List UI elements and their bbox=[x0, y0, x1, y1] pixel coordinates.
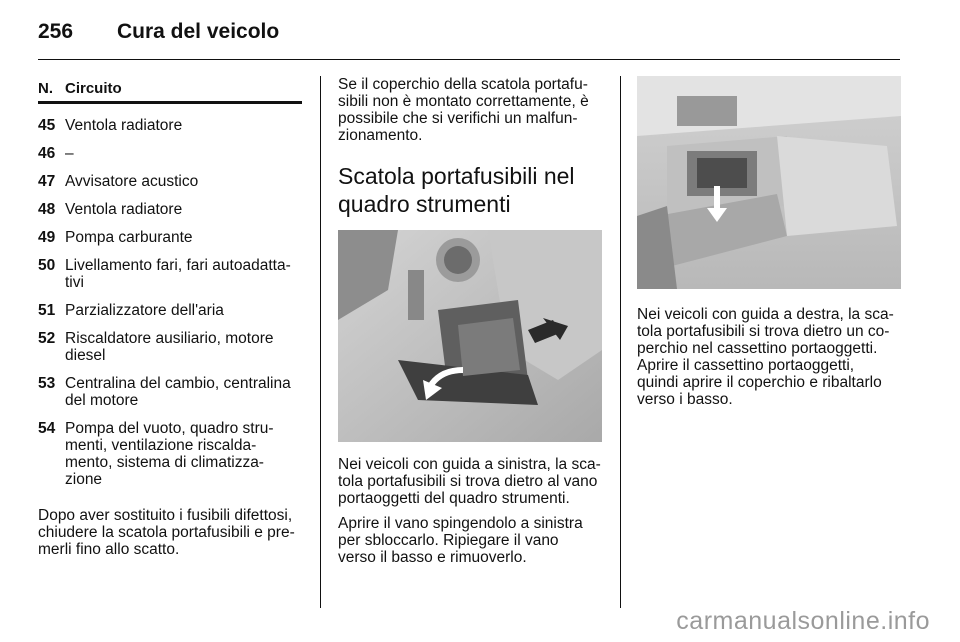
fuse-circuit-description: Riscaldatore ausiliario, motore diesel bbox=[65, 330, 274, 364]
fuse-table-row bbox=[38, 302, 302, 319]
fuse-table-row bbox=[38, 330, 302, 364]
intro-paragraph: Se il coperchio della scatola portafu- sibili non è montato correttamente, è possibile che si verifichi un malfun- zionamento. bbox=[338, 76, 589, 144]
fuse-number: 51 bbox=[38, 302, 56, 319]
fuse-circuit-description: Ventola radiatore bbox=[65, 201, 183, 218]
fuse-number: 48 bbox=[38, 201, 56, 218]
fuse-circuit-description: Pompa carburante bbox=[65, 229, 193, 246]
fuse-number: 47 bbox=[38, 173, 56, 190]
column-divider bbox=[620, 76, 621, 608]
fuse-box-left-hand-drive-photo bbox=[338, 230, 602, 442]
header-rule bbox=[38, 59, 900, 60]
fuse-circuit-description: Ventola radiatore bbox=[65, 117, 183, 134]
right-column bbox=[637, 76, 901, 408]
fuse-table-row bbox=[38, 257, 302, 291]
fuse-number: 50 bbox=[38, 257, 56, 274]
closing-paragraph: Dopo aver sostituito i fusibili difettosi, chiudere la scatola portafusibili e pre- merli fino allo scatto. bbox=[38, 507, 295, 558]
header-circuit: Circuito bbox=[65, 80, 122, 97]
fuse-table-header bbox=[38, 80, 302, 104]
fuse-table-column bbox=[38, 80, 302, 574]
fuse-circuit-description: Pompa del vuoto, quadro stru- menti, ventilazione riscalda- mento, sistema di climatizza- zione bbox=[65, 420, 274, 488]
fuse-table-row bbox=[38, 173, 302, 190]
fuse-circuit-description: Centralina del cambio, centralina del motore bbox=[65, 375, 291, 409]
section-title: Scatola portafusibili nel quadro strumenti bbox=[338, 163, 575, 217]
header-number: N. bbox=[38, 80, 53, 97]
fuse-table-rows bbox=[38, 117, 302, 488]
watermark-text: carmanualsonline.info bbox=[676, 607, 930, 635]
fuse-table-row bbox=[38, 229, 302, 246]
fuse-circuit-description: Avvisatore acustico bbox=[65, 173, 199, 190]
fuse-number: 45 bbox=[38, 117, 56, 134]
fuse-number: 52 bbox=[38, 330, 56, 347]
fuse-number: 54 bbox=[38, 420, 56, 437]
page-title: Cura del veicolo bbox=[117, 20, 280, 43]
rhd-caption: Nei veicoli con guida a destra, la sca- tola portafusibili si trova dietro un co- perchio nel cassettino portaoggetti. Aprire il cassettino portaoggetti, quindi aprire il coperchio e ribaltarlo verso i basso. bbox=[637, 306, 894, 408]
fuse-circuit-description: – bbox=[65, 145, 74, 162]
page-number: 256 bbox=[38, 20, 74, 43]
column-divider bbox=[320, 76, 321, 608]
fuse-table-row bbox=[38, 420, 302, 488]
fuse-circuit-description: Livellamento fari, fari autoadatta- tivi bbox=[65, 257, 291, 291]
lhd-caption: Nei veicoli con guida a sinistra, la sca- tola portafusibili si trova dietro al vano portaoggetti del quadro strumenti. bbox=[338, 456, 601, 507]
lhd-instructions: Aprire il vano spingendolo a sinistra per sbloccarlo. Ripiegare il vano verso il basso e rimuoverlo. bbox=[338, 515, 583, 566]
fuse-table-row bbox=[38, 145, 302, 162]
fuse-number: 53 bbox=[38, 375, 56, 392]
fuse-number: 49 bbox=[38, 229, 56, 246]
fuse-circuit-description: Parzializzatore dell'aria bbox=[65, 302, 224, 319]
middle-column bbox=[338, 76, 604, 566]
fuse-table-row bbox=[38, 117, 302, 134]
fuse-table-row bbox=[38, 375, 302, 409]
fuse-box-right-hand-drive-photo bbox=[637, 76, 901, 289]
fuse-number: 46 bbox=[38, 145, 56, 162]
fuse-table-row bbox=[38, 201, 302, 218]
